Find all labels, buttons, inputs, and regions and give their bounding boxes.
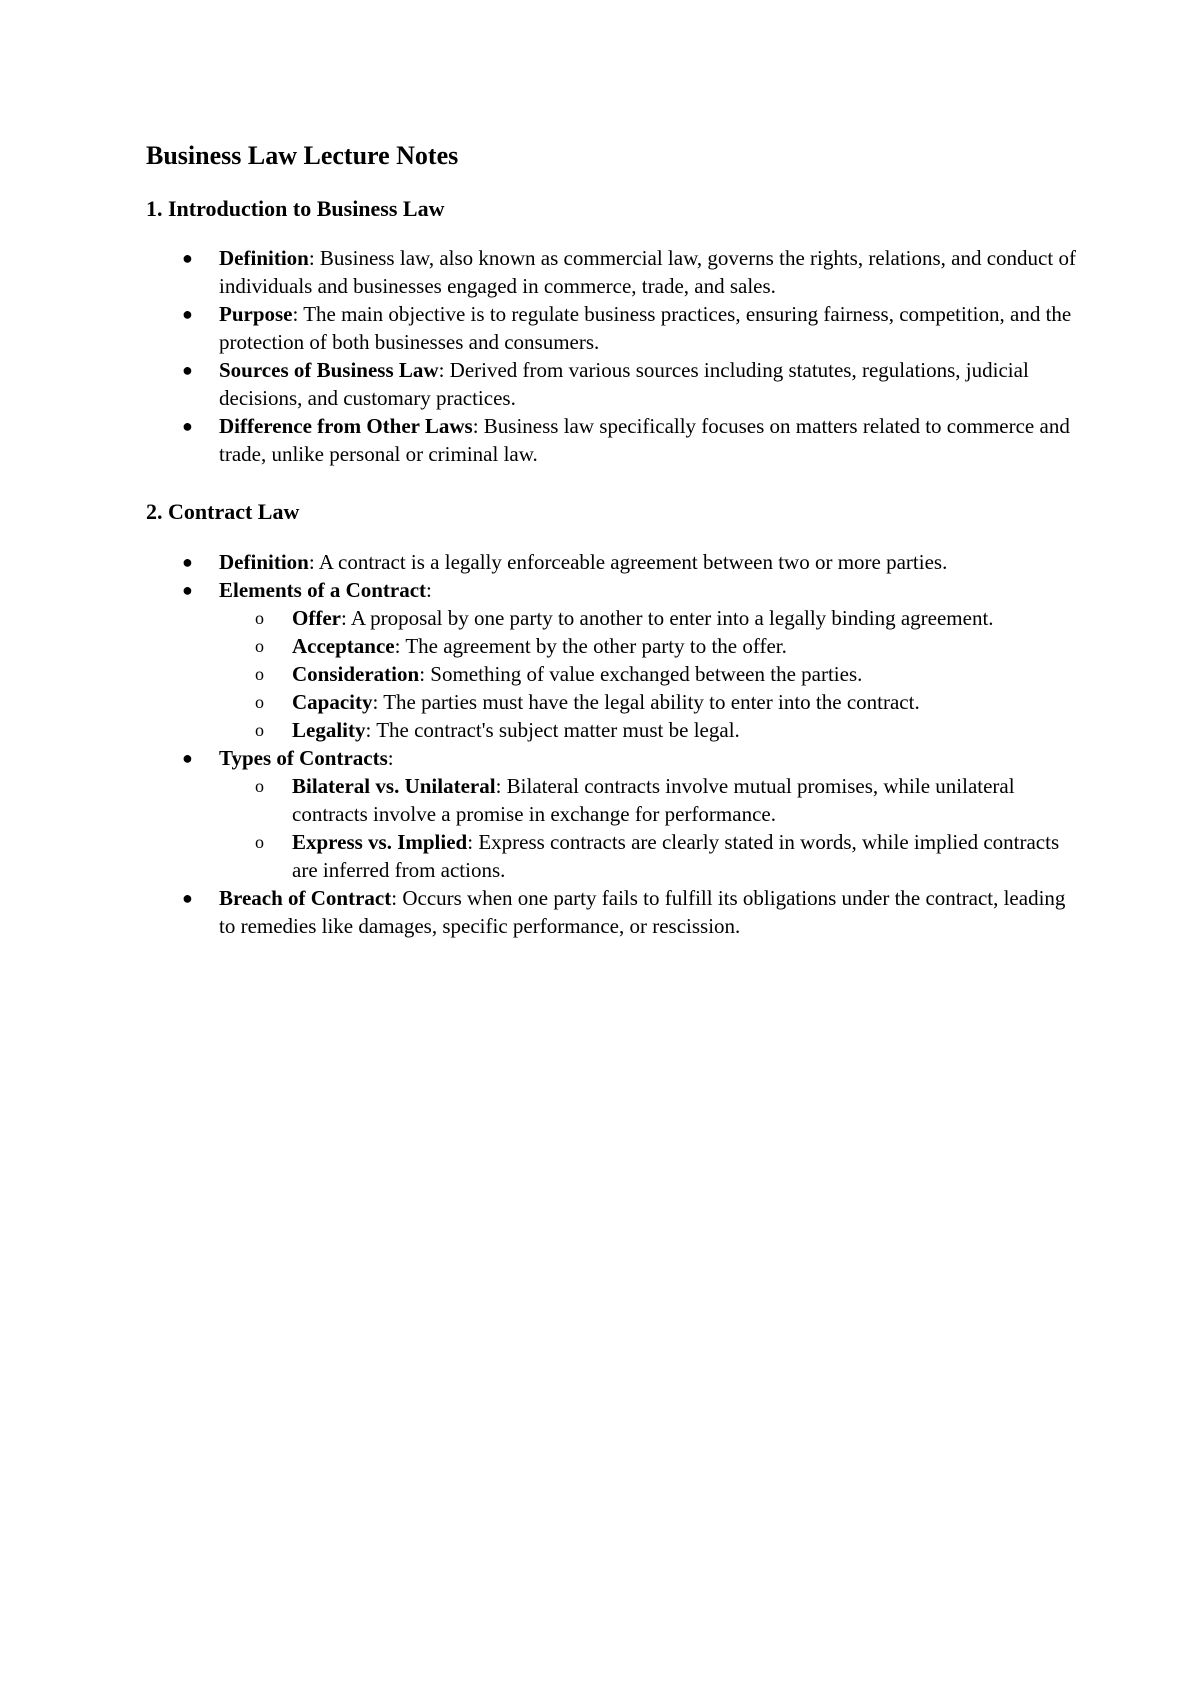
section-list-contract-law: [146, 548, 1076, 940]
subitem-text: : The agreement by the other party to the offer.: [394, 633, 787, 658]
bullet-icon: ●: [182, 304, 193, 324]
document-title: Business Law Lecture Notes: [146, 141, 459, 170]
list-item: [146, 300, 1076, 356]
bullet-icon: ●: [182, 579, 193, 600]
subitem-text: : Express contracts are clearly stated in words, while implied contracts are inferred from actions.: [292, 829, 1060, 882]
bullet-icon: ●: [182, 360, 193, 380]
sublist-item: [219, 772, 1076, 828]
item-text: : A contract is a legally enforceable agreement between two or more parties.: [308, 549, 948, 574]
bullet-icon: ●: [182, 887, 193, 908]
bullet-icon: ●: [182, 747, 193, 768]
circle-bullet-icon: o: [255, 635, 264, 656]
subitem-text: : Bilateral contracts involve mutual promises, while unilateral contracts involve a promise in exchange for performance.: [292, 773, 1015, 826]
bullet-icon: ●: [182, 416, 193, 436]
sublist-item: [219, 660, 1076, 688]
sublist-item: [219, 632, 1076, 660]
circle-bullet-icon: o: [255, 719, 264, 740]
section-heading-contract-law: 2. Contract Law: [146, 499, 300, 524]
list-item: [146, 576, 1076, 744]
item-term: Elements of a Contract: [219, 577, 427, 602]
list-item: [146, 412, 1076, 468]
item-text: :: [426, 577, 432, 602]
subitem-text: : The parties must have the legal ability to enter into the contract.: [372, 689, 920, 714]
circle-bullet-icon: o: [255, 607, 264, 628]
item-text: : Derived from various sources including statutes, regulations, judicial decisions, and customary practices.: [219, 358, 1029, 410]
sublist-types-of-contracts: [219, 772, 1076, 884]
sublist-item: [219, 688, 1076, 716]
item-term: Sources of Business Law: [219, 358, 439, 382]
item-text: : Business law specifically focuses on matters related to commerce and trade, unlike personal or criminal law.: [219, 414, 1070, 466]
document-body: [146, 140, 1076, 970]
subitem-term: Capacity: [292, 689, 373, 714]
list-item: [146, 356, 1076, 412]
circle-bullet-icon: o: [255, 775, 264, 796]
item-text: : Occurs when one party fails to fulfill its obligations under the contract, leading to remedies like damages, specific performance, or rescission.: [219, 885, 1066, 938]
circle-bullet-icon: o: [255, 831, 264, 852]
subitem-term: Consideration: [292, 661, 420, 686]
sublist-item: [219, 828, 1076, 884]
subitem-text: : A proposal by one party to another to enter into a legally binding agreement.: [340, 605, 994, 630]
sublist-item: [219, 604, 1076, 632]
item-term: Breach of Contract: [219, 885, 392, 910]
item-term: Purpose: [219, 302, 293, 326]
sublist-item: [219, 716, 1076, 744]
subitem-term: Legality: [292, 717, 366, 742]
item-term: Types of Contracts: [219, 745, 388, 770]
section-list-introduction: [146, 244, 1076, 468]
circle-bullet-icon: o: [255, 663, 264, 684]
item-text: : Business law, also known as commercial law, governs the rights, relations, and conduct of individuals and businesses engaged in commerce, trade, and sales.: [219, 246, 1076, 298]
subitem-text: : The contract's subject matter must be legal.: [365, 717, 740, 742]
bullet-icon: ●: [182, 248, 193, 268]
subitem-term: Express vs. Implied: [292, 829, 468, 854]
section-heading-introduction: 1. Introduction to Business Law: [146, 195, 445, 221]
subitem-term: Bilateral vs. Unilateral: [292, 773, 496, 798]
item-text: :: [387, 745, 394, 770]
circle-bullet-icon: o: [255, 691, 264, 712]
list-item: [146, 244, 1076, 300]
item-term: Definition: [219, 246, 309, 270]
item-term: Definition: [219, 549, 309, 574]
list-item: [146, 744, 1076, 884]
subitem-term: Offer: [292, 605, 341, 630]
item-text: : The main objective is to regulate business practices, ensuring fairness, competition, and the protection of both businesses and consumers.: [219, 302, 1072, 354]
item-term: Difference from Other Laws: [219, 414, 473, 438]
list-item: [146, 884, 1076, 940]
subitem-term: Acceptance: [292, 633, 395, 658]
bullet-icon: ●: [182, 551, 193, 572]
sublist-elements-of-contract: [219, 604, 1076, 744]
list-item: [146, 548, 1076, 576]
subitem-text: : Something of value exchanged between the parties.: [419, 661, 863, 686]
